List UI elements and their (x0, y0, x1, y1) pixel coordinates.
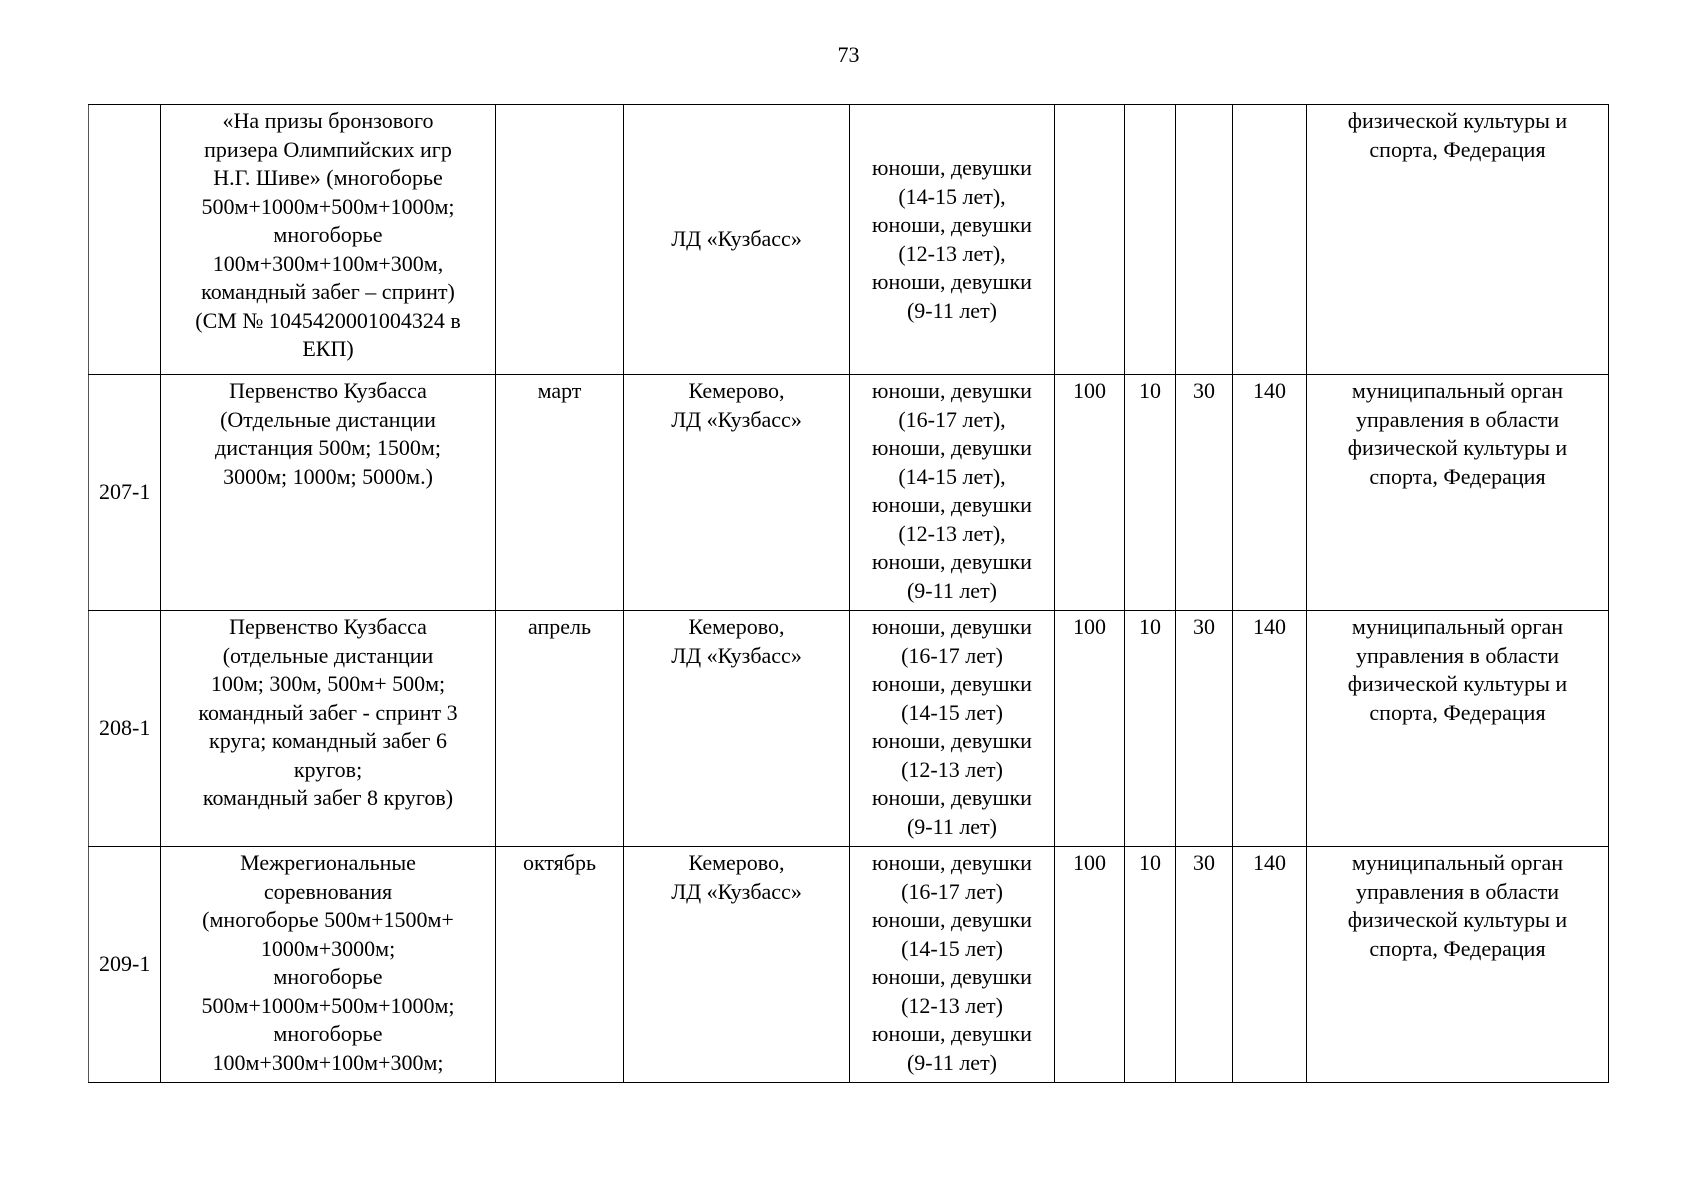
event-age-groups: юноши, девушки (16-17 лет) юноши, девушки (14-15 лет) юноши, девушки (12-13 лет) юноши, девушки (9-11 лет) (850, 847, 1055, 1083)
page-number: 73 (837, 42, 860, 67)
table-row (89, 611, 1609, 847)
value-athletes: 100 (1055, 611, 1125, 847)
value-athletes: 100 (1055, 847, 1125, 1083)
event-age-groups: юноши, девушки (16-17 лет), юноши, девушки (14-15 лет), юноши, девушки (12-13 лет), юноши, девушки (9-11 лет) (850, 375, 1055, 611)
value-total: 140 (1233, 847, 1307, 1083)
event-number (89, 105, 161, 375)
event-place: Кемерово, ЛД «Кузбасс» (624, 375, 850, 611)
value-judges: 10 (1125, 375, 1176, 611)
table-row (89, 375, 1609, 611)
event-number: 207-1 (89, 375, 161, 611)
event-age-groups: юноши, девушки (14-15 лет), юноши, девушки (12-13 лет), юноши, девушки (9-11 лет) (850, 105, 1055, 375)
event-month (496, 105, 624, 375)
event-organizer: муниципальный орган управления в области физической культуры и спорта, Федерация (1307, 611, 1609, 847)
event-place: Кемерово, ЛД «Кузбасс» (624, 847, 850, 1083)
value-coaches (1176, 105, 1233, 375)
value-judges: 10 (1125, 611, 1176, 847)
event-organizer: муниципальный орган управления в области физической культуры и спорта, Федерация (1307, 847, 1609, 1083)
value-coaches: 30 (1176, 375, 1233, 611)
value-coaches: 30 (1176, 847, 1233, 1083)
value-judges (1125, 105, 1176, 375)
event-month: октябрь (496, 847, 624, 1083)
event-month: апрель (496, 611, 624, 847)
event-month: март (496, 375, 624, 611)
event-name: Первенство Кузбасса (Отдельные дистанции дистанция 500м; 1500м; 3000м; 1000м; 5000м.) (161, 375, 496, 611)
event-place: ЛД «Кузбасс» (624, 105, 850, 375)
event-organizer: муниципальный орган управления в области физической культуры и спорта, Федерация (1307, 375, 1609, 611)
event-name: Межрегиональные соревнования (многоборье 500м+1500м+ 1000м+3000м; многоборье 500м+1000м+500м+1000м; многоборье 100м+300м+100м+300м; (161, 847, 496, 1083)
value-coaches: 30 (1176, 611, 1233, 847)
value-athletes: 100 (1055, 375, 1125, 611)
events-table (88, 104, 1609, 1083)
event-age-groups: юноши, девушки (16-17 лет) юноши, девушки (14-15 лет) юноши, девушки (12-13 лет) юноши, девушки (9-11 лет) (850, 611, 1055, 847)
value-athletes (1055, 105, 1125, 375)
value-judges: 10 (1125, 847, 1176, 1083)
event-name: «На призы бронзового призера Олимпийских игр Н.Г. Шиве» (многоборье 500м+1000м+500м+1000м; многоборье 100м+300м+100м+300м, командный забег – спринт) (СМ № 1045420001004324 в ЕКП) (161, 105, 496, 375)
event-number: 209-1 (89, 847, 161, 1083)
event-place: Кемерово, ЛД «Кузбасс» (624, 611, 850, 847)
table-row (89, 847, 1609, 1083)
event-name: Первенство Кузбасса (отдельные дистанции 100м; 300м, 500м+ 500м; командный забег - спринт 3 круга; командный забег 6 кругов; командный забег 8 кругов) (161, 611, 496, 847)
event-number: 208-1 (89, 611, 161, 847)
value-total: 140 (1233, 375, 1307, 611)
event-organizer: физической культуры и спорта, Федерация (1307, 105, 1609, 375)
value-total: 140 (1233, 611, 1307, 847)
table-row (89, 105, 1609, 375)
value-total (1233, 105, 1307, 375)
